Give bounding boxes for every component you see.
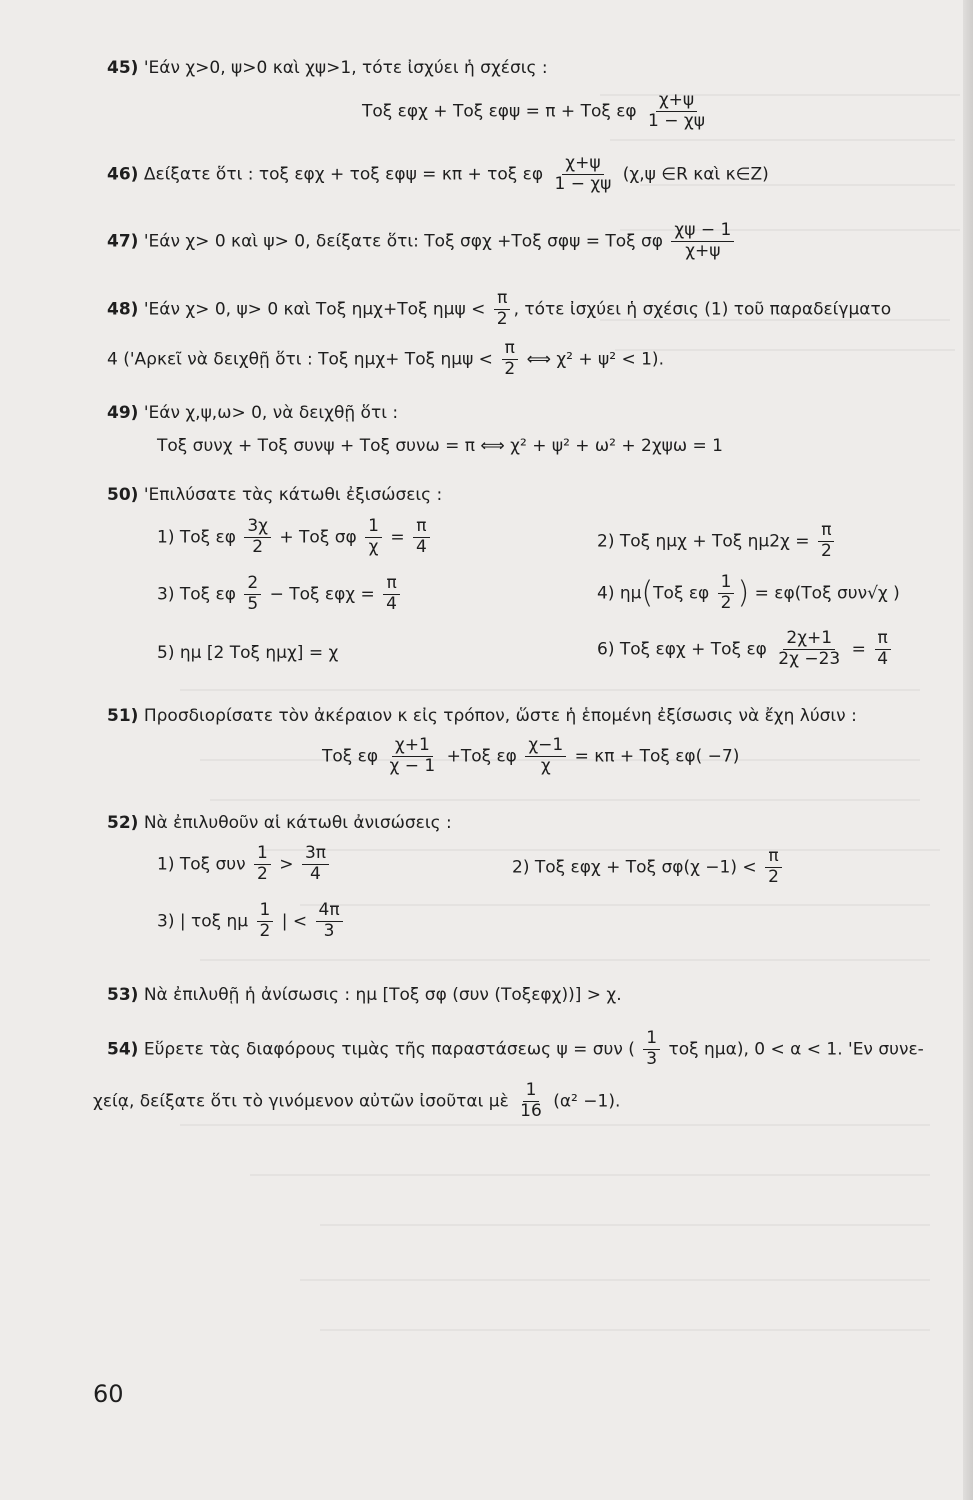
equation-text: 1) Τοξ εφ <box>157 527 236 548</box>
problem-46-statement <box>107 155 769 194</box>
page-number: 60 <box>93 1380 124 1408</box>
problem-54-statement <box>107 1030 924 1069</box>
problem-text-tail: (α² −1). <box>553 1091 621 1112</box>
fraction: $\frac{4\pi}{3}$ <box>316 902 343 941</box>
equation-text: 6) Τοξ εφχ + Τοξ εφ <box>597 639 767 660</box>
fraction: $\frac{3\pi}{4}$ <box>302 845 329 884</box>
problem-number: 48) <box>107 299 139 320</box>
equation-50-1 <box>157 518 433 557</box>
problem-50-statement <box>107 487 442 504</box>
problem-45-equation <box>362 92 711 131</box>
inequality-text: 2) Τοξ εφχ + Τοξ σφ(χ −1) < <box>512 857 757 878</box>
fraction: $\frac{1}{2}$ <box>254 845 271 884</box>
equation-text: Τοξ εφ <box>653 583 710 604</box>
condition-text: (χ,ψ ∈R καὶ κ∈Ζ) <box>622 164 769 185</box>
equation-text: + Τοξ σφ <box>279 527 357 548</box>
fraction: $\frac{\chi+\psi}{1 - \chi\psi}$ <box>554 153 612 194</box>
equation-text: = εφ(Τοξ συν√χ ) <box>754 583 900 604</box>
fraction: $\frac{\pi}{4}$ <box>874 630 891 669</box>
problem-51-equation <box>322 737 739 776</box>
fraction: $\frac{1}{\chi}$ <box>365 518 382 557</box>
problem-number: 50) <box>107 485 139 505</box>
problem-text-tail: τοξ ημα), 0 < α < 1. 'Εν συνε- <box>668 1039 924 1060</box>
problem-54-continuation <box>93 1082 620 1121</box>
fraction: $\frac{\chi+1}{\chi - 1}$ <box>389 735 436 776</box>
problem-number: 54) <box>107 1039 139 1060</box>
fraction: $\frac{\pi}{2}$ <box>501 340 518 379</box>
equation-text: − Τοξ εφχ = <box>269 584 375 605</box>
hint-text-tail: ⟺ χ² + ψ² < 1). <box>526 349 664 370</box>
problem-45-statement <box>107 60 548 77</box>
problem-number: 47) <box>107 231 139 252</box>
inequality-text: 1) Τοξ συν <box>157 854 246 875</box>
inequality-52-1 <box>157 845 332 884</box>
fraction: $\frac{1}{16}$ <box>520 1080 542 1121</box>
fraction: $\frac{\chi\psi - 1}{\chi+\psi}$ <box>671 222 734 261</box>
fraction: $\frac{3\chi}{2}$ <box>244 518 271 557</box>
inequality-text: | < <box>281 911 308 932</box>
problem-number: 51) <box>107 706 139 726</box>
fraction: $\frac{1}{3}$ <box>643 1030 660 1069</box>
fraction: $\frac{2\chi+1}{2\chi -23}$ <box>778 628 841 669</box>
problem-text: Προσδιορίσατε τὸν ἀκέραιον κ εἰς τρόπον, ὥστε ἡ ἑπομένη ἐξίσωσις νὰ ἔχη λύσιν : <box>143 706 857 726</box>
fraction: $\frac{\pi}{4}$ <box>413 518 430 557</box>
problem-text: Νὰ ἐπιλυθῇ ἡ ἀνίσωσις : ημ [Τοξ σφ (συν (Τοξεφχ))] > χ. <box>143 985 622 1005</box>
fraction: $\frac{1}{2}$ <box>718 574 735 613</box>
problem-48-hint <box>107 340 664 379</box>
hint-text: 4 ('Αρκεῖ νὰ δειχθῇ ὅτι : Τοξ ημχ+ Τοξ ημψ < <box>107 349 493 370</box>
equation-text: Τοξ εφχ + Τοξ εφψ = π + Τοξ εφ <box>362 101 637 122</box>
fraction: $\frac{\pi}{2}$ <box>765 848 782 887</box>
problem-47-statement <box>107 222 737 261</box>
fraction: $\frac{\pi}{4}$ <box>383 575 400 614</box>
inequality-text: > <box>279 854 294 875</box>
problem-text: Εὕρετε τὰς διαφόρους τιμὰς τῆς παραστάσεως ψ = συν ( <box>143 1039 635 1060</box>
problem-text: χείᾳ, δείξατε ὅτι τὸ γινόμενον αὐτῶν ἰσοῦται μὲ <box>93 1091 509 1112</box>
problem-text: 'Επιλύσατε τὰς κάτωθι ἐξισώσεις : <box>143 485 443 505</box>
problem-text: 'Εάν χ,ψ,ω> 0, νὰ δειχθῇ ὅτι : <box>143 403 399 423</box>
equation-text: = <box>851 639 866 660</box>
problem-number: 52) <box>107 813 139 833</box>
inequality-52-2 <box>512 848 785 887</box>
equation-text: = κπ + Τοξ εφ( −7) <box>574 746 740 767</box>
problem-text: 'Εάν χ> 0, ψ> 0 καὶ Τοξ ημχ+Τοξ ημψ < <box>143 299 486 320</box>
equation-text: +Τοξ εφ <box>446 746 517 767</box>
equation-50-5: 5) ημ [2 Τοξ ημχ] = χ <box>157 643 339 663</box>
problem-number: 53) <box>107 985 139 1005</box>
equation-text: 2) Τοξ ημχ + Τοξ ημ2χ = <box>597 531 810 552</box>
problem-51-statement <box>107 708 857 725</box>
equation-text: = <box>390 527 405 548</box>
problem-52-statement <box>107 815 452 832</box>
equation-50-2 <box>597 522 838 561</box>
problem-number: 49) <box>107 403 139 423</box>
inequality-text: 3) | τοξ ημ <box>157 911 249 932</box>
fraction: $\frac{2}{5}$ <box>244 575 261 614</box>
inequality-52-3 <box>157 902 346 941</box>
problem-text: 'Εάν χ>0, ψ>0 καὶ χψ>1, τότε ἰσχύει ἡ σχέσις : <box>143 58 548 78</box>
equation-text: Τοξ εφ <box>322 746 379 767</box>
fraction: $\frac{\chi+\psi}{1 - \chi\psi}$ <box>648 90 705 131</box>
problem-number: 45) <box>107 58 139 78</box>
fraction: $\frac{\pi}{2}$ <box>494 290 511 329</box>
equation-text: 4) ημ <box>597 583 642 604</box>
equation-text: 3) Τοξ εφ <box>157 584 236 605</box>
equation-50-4: 4) ημ(Τοξ εφ $\frac{1}{2}$ ) = εφ(Τοξ συν√χ ) <box>597 572 900 613</box>
fraction: $\frac{\chi-1}{\chi}$ <box>525 737 566 776</box>
problem-text: Δείξατε ὅτι : τοξ εφχ + τοξ εφψ = κπ + τοξ εφ <box>143 164 544 185</box>
problem-48-statement <box>107 290 891 329</box>
equation-50-6 <box>597 630 894 669</box>
problem-text: 'Εάν χ> 0 καὶ ψ> 0, δείξατε ὅτι: Τοξ σφχ +Τοξ σφψ = Τοξ σφ <box>143 231 663 252</box>
equation-50-3 <box>157 575 403 614</box>
problem-53-statement <box>107 987 622 1004</box>
problem-text-tail: , τότε ἰσχύει ἡ σχέσις (1) τοῦ παραδείγματο <box>513 299 892 320</box>
problem-text: Νὰ ἐπιλυθοῦν αἱ κάτωθι ἀνισώσεις : <box>143 813 452 833</box>
problem-49-statement <box>107 405 398 422</box>
fraction: $\frac{1}{2}$ <box>257 902 274 941</box>
fraction: $\frac{\pi}{2}$ <box>818 522 835 561</box>
page-edge-shadow <box>963 0 973 1500</box>
problem-number: 46) <box>107 164 139 185</box>
problem-49-equation: Τοξ συνχ + Τοξ συνψ + Τοξ συνω = π ⟺ χ² + ψ² + ω² + 2χψω = 1 <box>157 436 723 456</box>
